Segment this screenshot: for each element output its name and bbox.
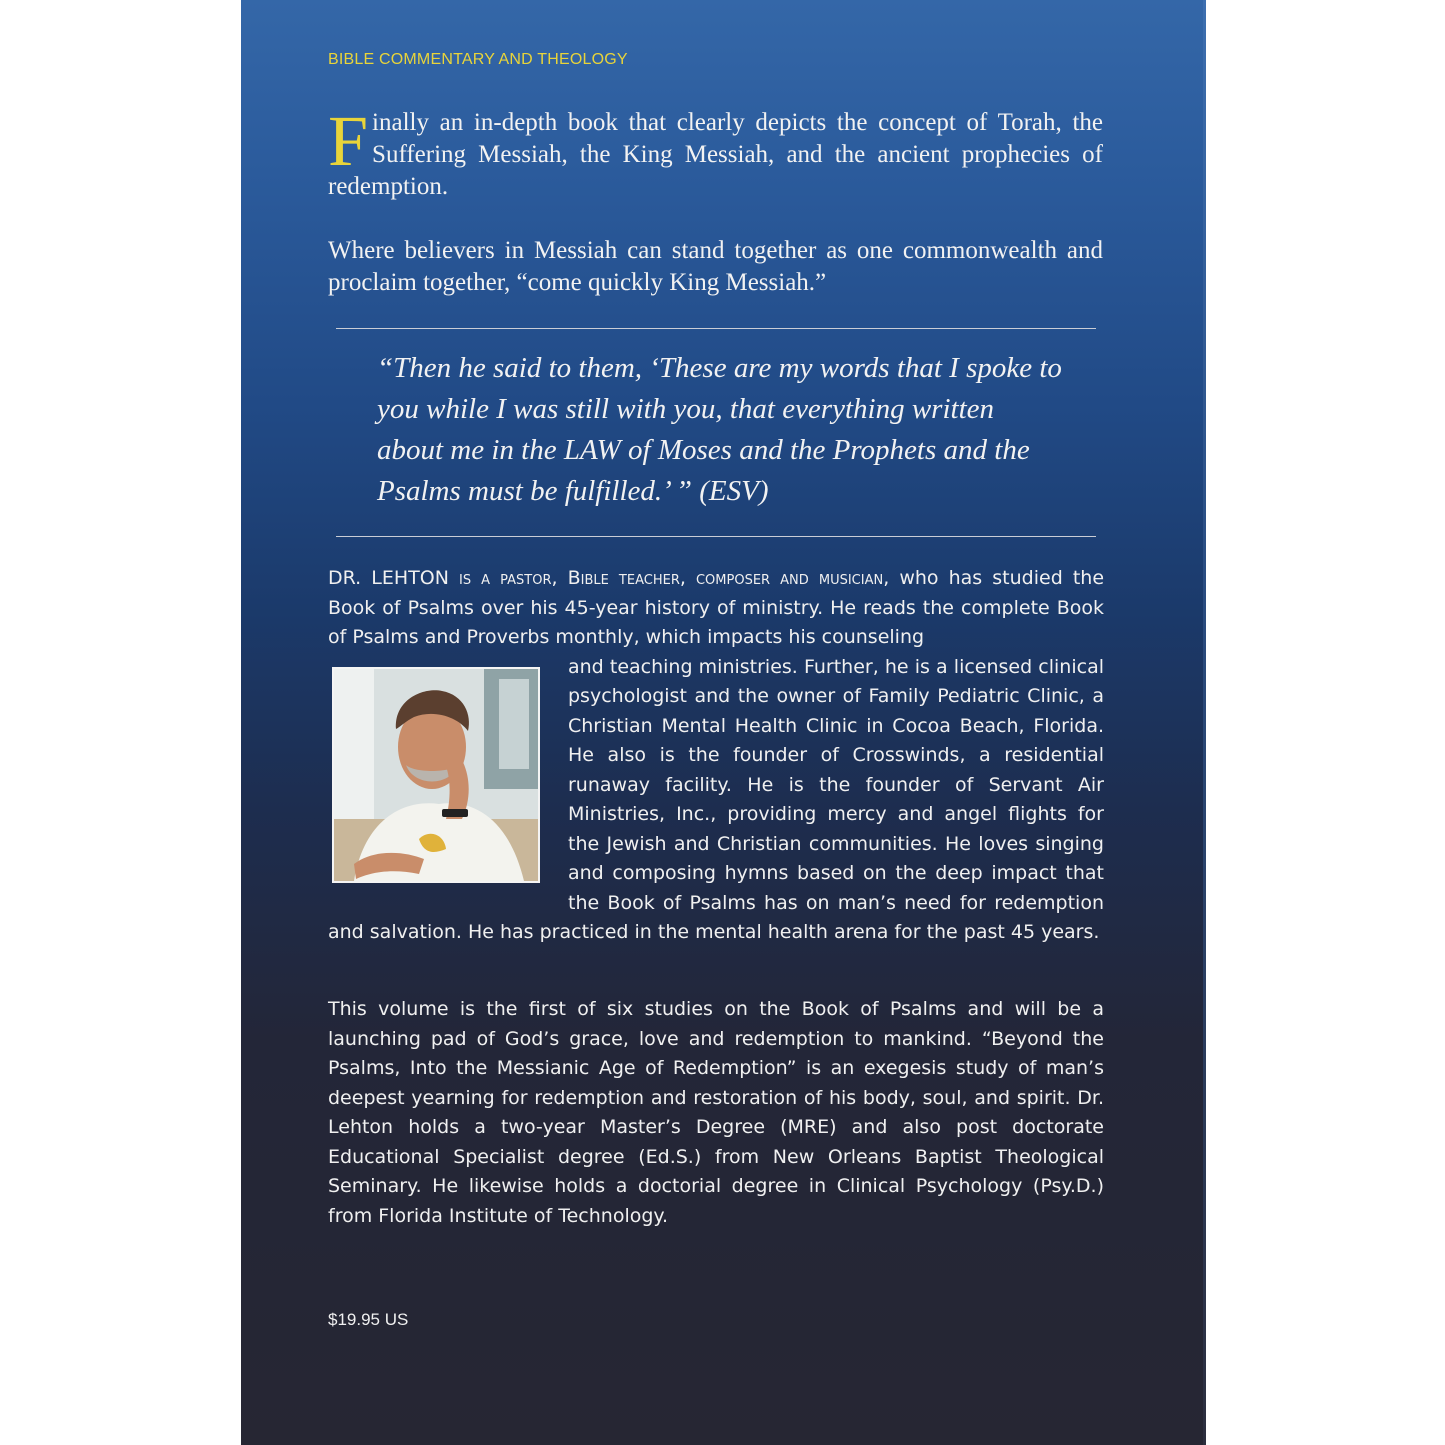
back-cover xyxy=(241,0,1203,1445)
intro-paragraph-2: Where believers in Messiah can stand together as one commonwealth and proclaim together, “come quickly King Messiah.” xyxy=(328,237,1103,296)
divider-top xyxy=(336,328,1096,329)
scripture-quote: “Then he said to them, ‘These are my words that I spoke to you while I was still with you, that everything written about me in the LAW of Moses and the Prophets and the Psalms must be fulfilled.’ ” (ESV) xyxy=(377,352,1062,507)
author-bio-text-2: and teaching ministries. Further, he is a licensed clinical psychologist and the owner of Family Pediatric Clinic, a Christian Mental Health Clinic in Cocoa Beach, Florida. He also is the founder of Crosswinds, a residential runaway facility. He is the founder of Servant Air Ministries, Inc., providing mercy and angel flights for the Jewish and Christian communities. He loves singing and composing hymns based on the deep impact that the Book of Psalms has on man’s need for redemption and salvation. He has practiced in the mental health arena for the past 45 years. xyxy=(328,655,1104,943)
author-bio-text-1: who has studied the Book of Psalms over his 45-year history of ministry. He reads the complete Book of Psalms and Proverbs monthly, which impacts his counseling xyxy=(328,567,1105,648)
author-portrait-image xyxy=(334,669,538,881)
author-bio xyxy=(328,564,1104,948)
author-photo xyxy=(332,667,540,883)
intro-paragraph-text: inally an in-depth book that clearly depicts the concept of Torah, the Suffering Messiah, the King Messiah, and the ancient prophecies of redemption. xyxy=(328,109,1103,200)
divider-bottom xyxy=(336,536,1096,537)
price-label: $19.95 US xyxy=(328,1310,409,1329)
intro-paragraph xyxy=(328,101,1103,203)
volume-description: This volume is the first of six studies on the Book of Psalms and will be a launching pad of God’s grace, love and redemption to mankind. “Beyond the Psalms, Into the Messianic Age of Redemption” is an exegesis study of man’s deepest yearning for redemption and restoration of his body, soul, and spirit. Dr. Lehton holds a two-year Master’s Degree (MRE) and also post doctorate Educational Specialist degree (Ed.S.) from New Orleans Baptist Theological Seminary. He likewise holds a doctorial degree in Clinical Psychology (Psy.D.) from Florida Institute of Technology. xyxy=(328,998,1104,1227)
cover-spine-edge xyxy=(1203,0,1206,1445)
author-bio-lead: DR. LEHTON is a pastor, Bible teacher, composer and musician, xyxy=(328,567,890,589)
drop-cap: F xyxy=(328,101,369,181)
category-label: BIBLE COMMENTARY AND THEOLOGY xyxy=(328,51,628,68)
